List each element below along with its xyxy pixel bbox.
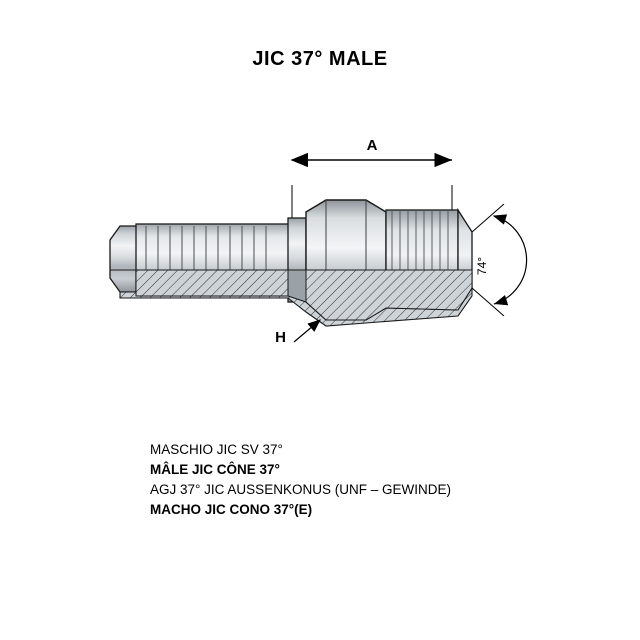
caption-german: AGJ 37° JIC AUSSENKONUS (UNF – GEWINDE) bbox=[150, 482, 451, 497]
fitting-svg bbox=[80, 120, 580, 360]
dimension-a-label: A bbox=[366, 137, 378, 154]
caption-french: MÂLE JIC CÔNE 37° bbox=[150, 462, 280, 477]
caption-italian: MASCHIO JIC SV 37° bbox=[150, 442, 283, 457]
fitting-assembly bbox=[110, 200, 472, 326]
angle-indicator bbox=[472, 204, 527, 316]
dimension-h-label: H bbox=[275, 329, 286, 346]
caption-block bbox=[150, 440, 570, 520]
angle-label: 74° bbox=[475, 256, 489, 276]
page-title: JIC 37° MALE bbox=[252, 48, 388, 70]
fitting-diagram bbox=[80, 120, 580, 360]
section-hatch-body bbox=[136, 270, 306, 296]
caption-spanish: MACHO JIC CONO 37°(E) bbox=[150, 502, 313, 517]
seal-notch bbox=[288, 270, 306, 302]
dimension-h bbox=[275, 320, 320, 346]
